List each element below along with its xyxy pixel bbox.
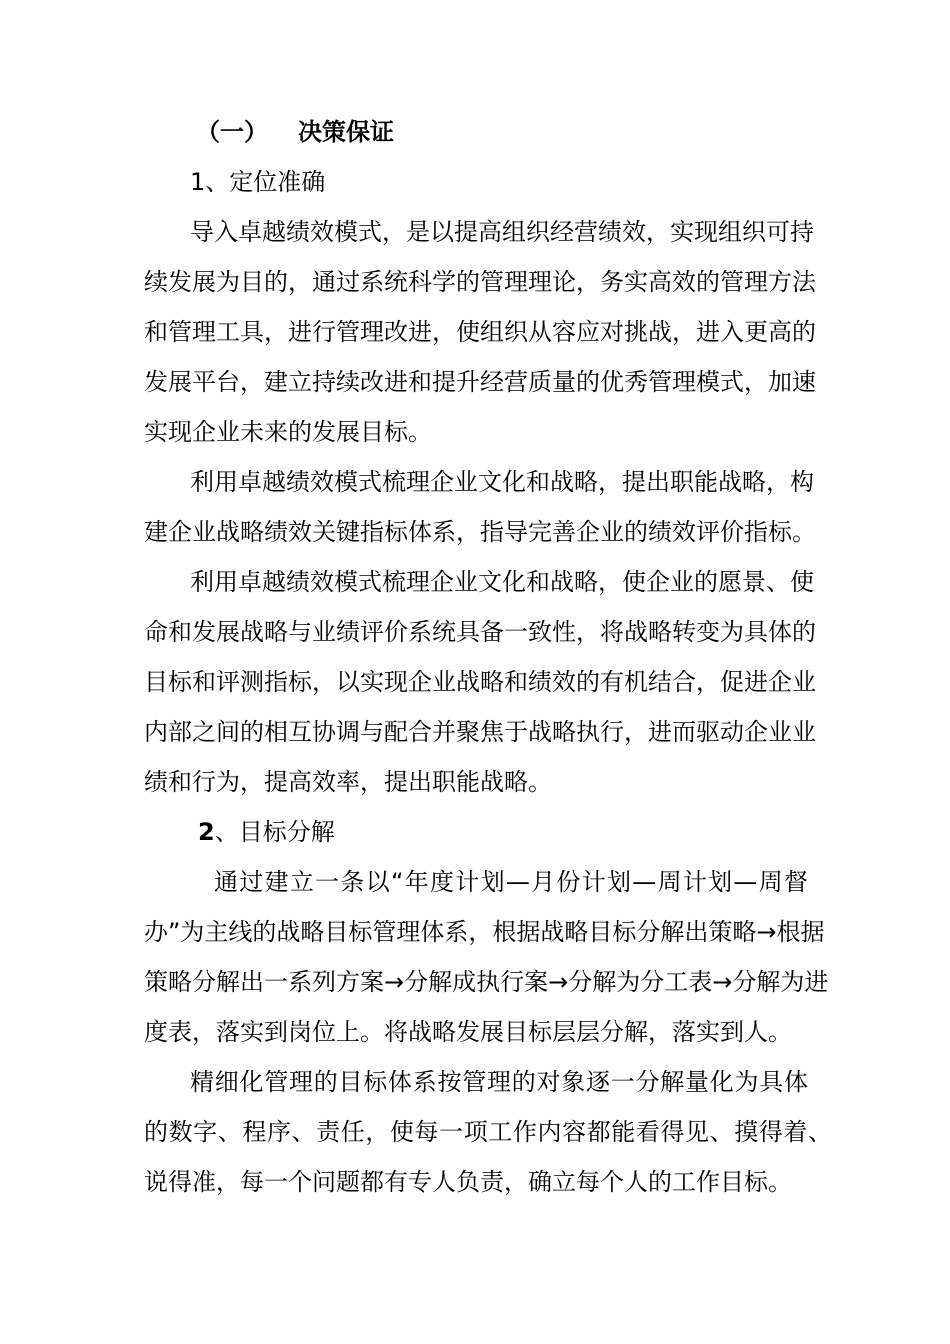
paragraph-line: 策略分解出一系列方案→分解成执行案→分解为分工表→分解为进 <box>144 968 829 996</box>
paragraph-line: 发展平台，建立持续改进和提升经营质量的优秀管理模式，加速 <box>144 368 816 396</box>
paragraph-line: 导入卓越绩效模式，是以提高组织经营绩效，实现组织可持 <box>190 218 814 246</box>
subsection-heading-2-number: 2 <box>198 818 215 846</box>
paragraph-line: 度表，落实到岗位上。将战略发展目标层层分解，落实到人。 <box>144 1018 792 1046</box>
section-heading-title: 决策保证 <box>298 118 394 146</box>
paragraph-line: 精细化管理的目标体系按管理的对象逐一分解量化为具体 <box>190 1068 808 1096</box>
paragraph-line: 说得准，每一个问题都有专人负责，确立每个人的工作目标。 <box>144 1168 792 1196</box>
paragraph-line: 通过建立一条以“年度计划—月份计划—周计划—周督 <box>214 868 808 896</box>
paragraph-line: 目标和评测指标，以实现企业战略和绩效的有机结合，促进企业 <box>144 668 816 696</box>
paragraph-line: 内部之间的相互协调与配合并聚焦于战略执行，进而驱动企业业 <box>144 718 816 746</box>
paragraph-line: 利用卓越绩效模式梳理企业文化和战略，提出职能战略，构 <box>190 468 814 496</box>
paragraph-line: 实现企业未来的发展目标。 <box>144 418 432 446</box>
paragraph-line: 续发展为目的，通过系统科学的管理理论，务实高效的管理方法 <box>144 268 816 296</box>
subsection-heading-2-title: 、目标分解 <box>214 818 335 846</box>
paragraph-line: 办”为主线的战略目标管理体系，根据战略目标分解出策略→根据 <box>144 918 825 946</box>
paragraph-line: 的数字、程序、责任，使每一项工作内容都能看得见、摸得着、 <box>144 1118 832 1146</box>
subsection-heading-2 <box>198 817 335 847</box>
paragraph-line: 建企业战略绩效关键指标体系，指导完善企业的绩效评价指标。 <box>144 518 816 546</box>
paragraph-line: 绩和行为，提高效率，提出职能战略。 <box>144 768 552 796</box>
paragraph-line: 命和发展战略与业绩评价系统具备一致性，将战略转变为具体的 <box>144 618 816 646</box>
paragraph-line: 和管理工具，进行管理改进，使组织从容应对挑战，进入更高的 <box>144 318 816 346</box>
section-heading <box>196 117 394 147</box>
paragraph-line: 利用卓越绩效模式梳理企业文化和战略，使企业的愿景、使 <box>190 568 814 596</box>
section-heading-number: （一） <box>196 118 268 146</box>
subsection-heading-1: 1、定位准确 <box>190 168 326 196</box>
